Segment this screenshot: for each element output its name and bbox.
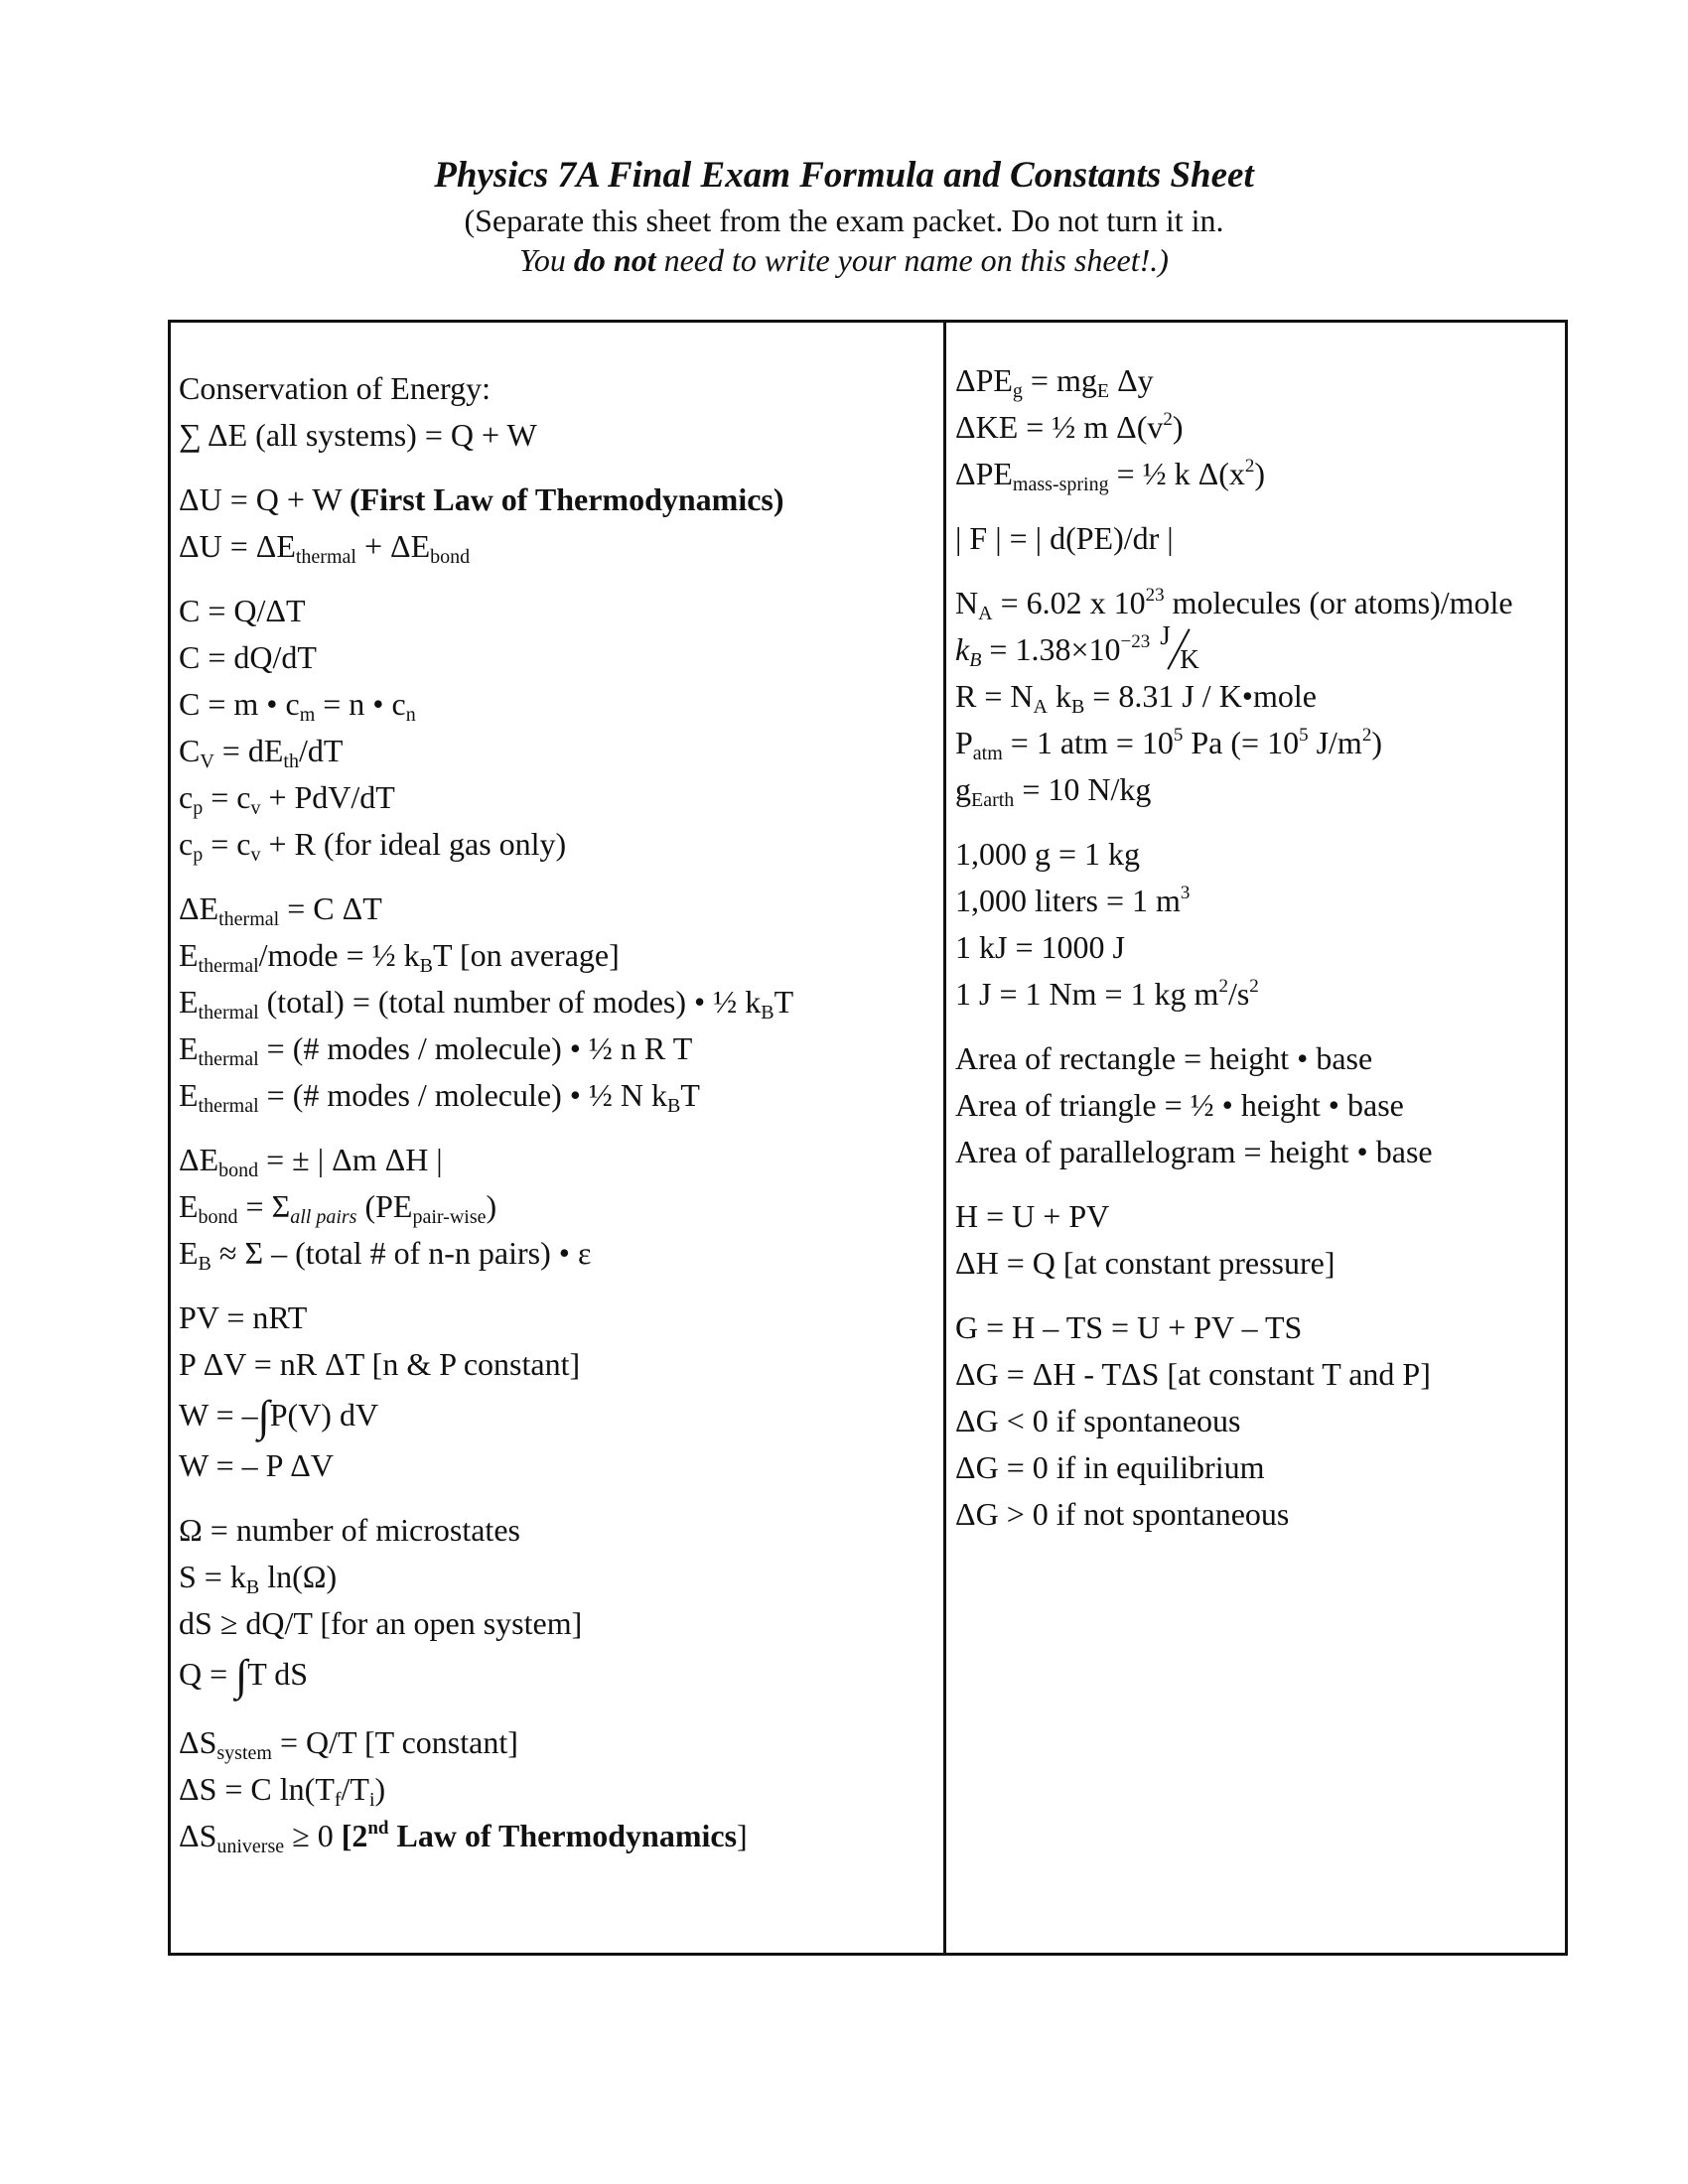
fragment: = 10 N/kg [1014, 771, 1152, 807]
constants-group [955, 580, 1561, 813]
heat-capacity-group [179, 588, 933, 868]
gas-work-group [179, 1295, 933, 1489]
subscript: n [405, 704, 416, 726]
enthalpy-group [955, 1193, 1561, 1287]
fragment: k [1047, 678, 1071, 714]
superscript: 5 [1173, 725, 1184, 746]
fragment: /dT [298, 733, 344, 768]
heat-capacity-differential: C = dQ/dT [179, 639, 317, 675]
unit-fraction [1158, 620, 1205, 674]
subscript: B [1070, 696, 1085, 718]
fragment: ) [1254, 456, 1266, 491]
name-note [0, 242, 1688, 279]
fragment: [2 [341, 1818, 368, 1853]
fragment: c [179, 779, 194, 815]
gibbs-not-spontaneous: ΔG > 0 if not spontaneous [955, 1496, 1290, 1532]
fragment: = 1.38×10 [981, 631, 1121, 667]
atmospheric-pressure [955, 720, 1561, 766]
fragment: /mode = ½ k [258, 937, 420, 973]
subscript: atm [972, 743, 1003, 764]
area-parallelogram: Area of parallelogram = height • base [955, 1134, 1433, 1169]
area-group [955, 1035, 1561, 1175]
superscript: 2 [1361, 725, 1372, 746]
fragment: S = k [179, 1559, 246, 1594]
superscript: 3 [1180, 883, 1191, 903]
fragment: ≥ 0 [284, 1818, 342, 1853]
fragment: = mg [1022, 362, 1097, 398]
fragment: = Q/T [T constant] [271, 1724, 518, 1760]
fragment: c [179, 826, 194, 862]
subscript: p [193, 797, 204, 819]
work-constant-pressure: W = – P ΔV [179, 1447, 334, 1483]
entropy-group [179, 1507, 933, 1702]
column-divider [943, 320, 946, 1956]
entropy-inequality: dS ≥ dQ/T [for an open system] [179, 1605, 583, 1641]
joule-definition [955, 971, 1561, 1018]
instruction-line: (Separate this sheet from the exam packet. Do not turn it in. [464, 203, 1224, 238]
entropy-temperature [179, 1766, 933, 1813]
gibbs-spontaneous: ΔG < 0 if spontaneous [955, 1403, 1241, 1438]
fragment: R = N [955, 678, 1034, 714]
subscript: thermal [295, 546, 356, 568]
subscript: B [761, 1002, 774, 1024]
subscript: v [250, 844, 261, 866]
subscript: bond [198, 1206, 238, 1228]
heat-capacity-formula: C = Q/ΔT [179, 593, 306, 628]
heat-integral [179, 1647, 933, 1702]
subscript: B [969, 649, 982, 671]
fragment: W = – [179, 1397, 258, 1433]
cp-formula [179, 774, 933, 821]
bond-energy-pairs [179, 1230, 933, 1277]
bond-energy-change [179, 1137, 933, 1183]
right-column [955, 357, 1561, 1556]
fragment: = 6.02 x 10 [992, 585, 1146, 620]
fragment: E [179, 1077, 199, 1113]
ideal-gas-change: P ΔV = nR ΔT [n & P constant] [179, 1346, 581, 1382]
subscript: bond [218, 1160, 259, 1181]
subscript: E [1096, 380, 1110, 402]
fragment: k [955, 631, 970, 667]
thermal-energy-formula [179, 886, 933, 932]
enthalpy-definition: H = U + PV [955, 1198, 1110, 1234]
area-triangle: Area of triangle = ½ • height • base [955, 1087, 1404, 1123]
fragment: ] [737, 1818, 748, 1853]
subscript: m [299, 704, 316, 726]
fragment: molecules (or atoms)/mole [1164, 585, 1513, 620]
thermal-energy-group [179, 886, 933, 1119]
fragment: J/m [1308, 725, 1362, 760]
subscript: B [419, 955, 434, 977]
fragment: = dE [213, 733, 284, 768]
fragment: (PE [356, 1188, 413, 1224]
entropy-change-group [179, 1719, 933, 1859]
first-law-eq: ΔU = Q + W [179, 481, 350, 517]
spring-pe [955, 451, 1561, 497]
subscript: mass-spring [1012, 474, 1109, 495]
bond-energy-sum [179, 1183, 933, 1230]
fragment: + R (for ideal gas only) [260, 826, 567, 862]
fragment: ΔS = C ln(T [179, 1771, 335, 1807]
subscript: B [198, 1253, 211, 1275]
fragment: + PdV/dT [260, 779, 395, 815]
subscript: p [193, 844, 204, 866]
fragment: = Σ [237, 1188, 291, 1224]
fragment: E [179, 1235, 199, 1271]
energy-conservation-group [179, 365, 933, 459]
integral-sign: ∫ [257, 1392, 270, 1440]
fragment: ln(Ω) [259, 1559, 338, 1594]
mechanical-energy-group [955, 357, 1561, 497]
superscript: −23 [1120, 631, 1151, 652]
subscript: all pairs [290, 1206, 357, 1228]
gravitational-pe [955, 357, 1561, 404]
fragment: E [179, 984, 199, 1020]
unit-numerator: J [1160, 620, 1171, 650]
subscript: thermal [198, 1002, 259, 1024]
unit-denominator: K [1180, 644, 1199, 674]
fragment: = (# modes / molecule) • ½ n R T [258, 1030, 693, 1066]
superscript: 5 [1299, 725, 1309, 746]
subscript: g [1012, 380, 1023, 402]
subscript: v [250, 797, 261, 819]
fragment: Pa (= 10 [1183, 725, 1300, 760]
fragment: = c [203, 779, 251, 815]
thermal-energy-molecules [179, 1072, 933, 1119]
superscript: 23 [1145, 585, 1165, 606]
fragment: E [179, 937, 199, 973]
fragment: T [680, 1077, 700, 1113]
thermal-energy-per-mode [179, 932, 933, 979]
thermal-energy-total [179, 979, 933, 1025]
fragment: ΔPE [955, 456, 1013, 491]
avogadro-constant [955, 580, 1561, 626]
area-rectangle: Area of rectangle = height • base [955, 1040, 1373, 1076]
subscript: A [1033, 696, 1048, 718]
fragment: ) [1371, 725, 1382, 760]
second-law [179, 1813, 933, 1859]
subscript: thermal [198, 1095, 259, 1117]
fragment: = C ΔT [279, 890, 382, 926]
cv-formula [179, 728, 933, 774]
first-law-name: (First Law of Thermodynamics) [349, 481, 784, 517]
fragment: ΔS [179, 1818, 217, 1853]
work-integral [179, 1388, 933, 1442]
fragment: ΔE [179, 890, 219, 926]
subscript: th [283, 751, 299, 772]
fragment: P [955, 725, 973, 760]
superscript: 2 [1244, 456, 1255, 477]
fragment: E [179, 1030, 199, 1066]
fragment: Q = [179, 1656, 236, 1692]
fragment: + ΔE [355, 528, 431, 564]
fragment: N [955, 585, 979, 620]
integral-sign: ∫ [235, 1651, 248, 1700]
fragment: T dS [247, 1656, 308, 1692]
gibbs-equilibrium: ΔG = 0 if in equilibrium [955, 1449, 1265, 1485]
superscript: 2 [1218, 976, 1228, 997]
first-law-group [179, 477, 933, 570]
ideal-gas-law: PV = nRT [179, 1299, 308, 1335]
superscript: 2 [1163, 409, 1173, 430]
boltzmann-constant [955, 620, 1561, 674]
internal-energy-formula [179, 523, 933, 570]
specific-heat-formula [179, 681, 933, 728]
first-law-formula [179, 477, 933, 523]
name-note-post: need to write your name on this sheet!.) [655, 242, 1169, 278]
subscript: B [245, 1576, 260, 1598]
entropy-system [179, 1719, 933, 1766]
fragment: 1 J = 1 Nm = 1 kg m [955, 976, 1219, 1012]
fragment: = 8.31 J / K•mole [1084, 678, 1317, 714]
fragment: (total) = (total number of modes) • ½ k [258, 984, 762, 1020]
name-note-pre: You [519, 242, 574, 278]
subscript: bond [430, 546, 471, 568]
force-potential: | F | = | d(PE)/dr | [955, 520, 1174, 556]
earth-gravity [955, 766, 1561, 813]
subscript: B [667, 1095, 681, 1117]
grams-to-kg: 1,000 g = 1 kg [955, 836, 1141, 872]
subscript: f [334, 1789, 342, 1811]
fragment: ΔPE [955, 362, 1013, 398]
fragment: Δy [1109, 362, 1154, 398]
fragment: = c [203, 826, 251, 862]
fragment: ) [1172, 409, 1184, 445]
fragment: Law of Thermodynamics [388, 1818, 738, 1853]
energy-sum-formula: ∑ ΔE (all systems) = Q + W [179, 417, 537, 453]
fragment: = n • c [315, 686, 406, 722]
thermal-energy-moles [179, 1025, 933, 1072]
bond-energy-group [179, 1137, 933, 1277]
fragment: ) [374, 1771, 386, 1807]
fragment: /T [341, 1771, 369, 1807]
fragment: = ½ k Δ(x [1108, 456, 1245, 491]
fragment: C [179, 733, 201, 768]
gas-constant [955, 673, 1561, 720]
fragment: g [955, 771, 971, 807]
left-column [179, 365, 933, 1877]
fragment: = ± | Δm ΔH | [258, 1142, 443, 1177]
subscript: pair-wise [412, 1206, 487, 1228]
page-title: Physics 7A Final Exam Formula and Constants Sheet [434, 155, 1254, 196]
subscript: i [368, 1789, 375, 1811]
subscript: Earth [971, 789, 1015, 811]
fragment: ΔE [179, 1142, 219, 1177]
gibbs-group [955, 1304, 1561, 1538]
kinetic-energy [955, 404, 1561, 451]
subscript: universe [216, 1836, 285, 1857]
fragment: C = m • c [179, 686, 300, 722]
subscript: thermal [198, 1048, 259, 1070]
microstates-definition: Ω = number of microstates [179, 1512, 520, 1548]
superscript: 2 [1249, 976, 1259, 997]
fragment: E [179, 1188, 199, 1224]
boltzmann-entropy [179, 1554, 933, 1600]
kj-to-j: 1 kJ = 1000 J [955, 929, 1125, 965]
fragment: = (# modes / molecule) • ½ N k [258, 1077, 668, 1113]
fragment: = 1 atm = 10 [1002, 725, 1174, 760]
fragment: ΔS [179, 1724, 217, 1760]
fragment: T [774, 984, 794, 1020]
unit-conversions-group [955, 831, 1561, 1018]
name-note-emphasis: do not [573, 242, 656, 278]
fragment: ≈ Σ – (total # of n-n pairs) • ε [211, 1235, 592, 1271]
subscript: A [978, 603, 993, 624]
subscript: thermal [198, 955, 259, 977]
fragment: 1,000 liters = 1 m [955, 883, 1181, 918]
cp-ideal-gas-formula [179, 821, 933, 868]
fragment: ) [486, 1188, 497, 1224]
conservation-label: Conservation of Energy: [179, 370, 492, 406]
subscript: system [216, 1742, 272, 1764]
gibbs-change: ΔG = ΔH - TΔS [at constant T and P] [955, 1356, 1431, 1392]
gibbs-definition: G = H – TS = U + PV – TS [955, 1309, 1303, 1345]
superscript: nd [367, 1818, 389, 1839]
fragment: /s [1227, 976, 1250, 1012]
liters-to-m3 [955, 878, 1561, 924]
subscript: thermal [218, 908, 280, 930]
force-group [955, 515, 1561, 562]
enthalpy-change: ΔH = Q [at constant pressure] [955, 1245, 1336, 1281]
fragment: T [on average] [433, 937, 620, 973]
fragment: ΔU = ΔE [179, 528, 296, 564]
fragment: P(V) dV [269, 1397, 379, 1433]
fragment: ΔKE = ½ m Δ(v [955, 409, 1164, 445]
subscript: V [200, 751, 214, 772]
